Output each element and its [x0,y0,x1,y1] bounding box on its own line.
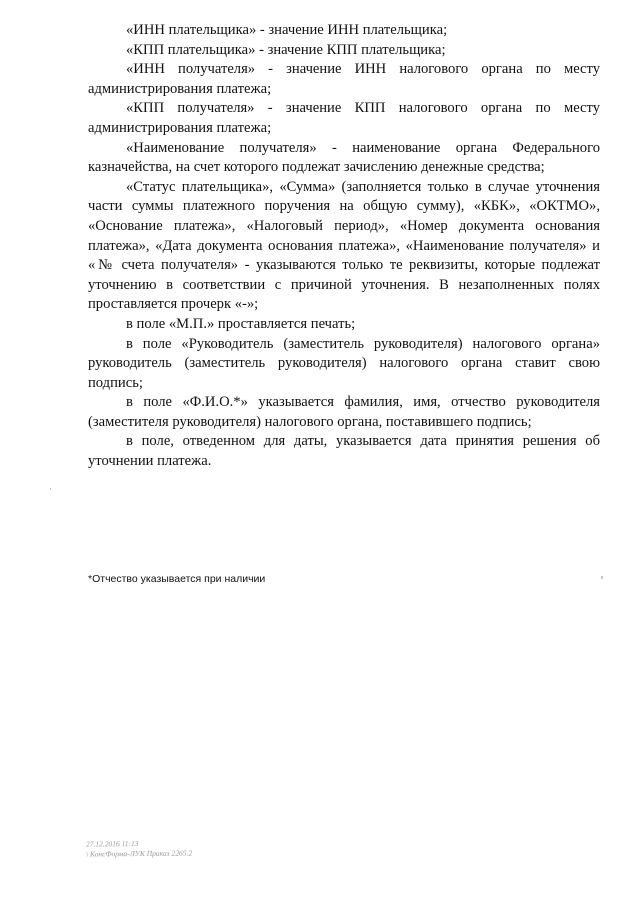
paragraph-mp-field: в поле «М.П.» проставляется печать; [126,315,356,332]
paragraph-kpp-recipient: «КПП получателя» - значение КПП налогового органа по месту администрирования платежа; [88,100,600,136]
stamp-line-datetime: 27.12.2016 11:13 [85,839,139,849]
scan-speck [601,576,603,579]
footnote: *Отчество указывается при наличии [88,573,266,585]
paragraph-recipient-name: «Наименование получателя» - наименование органа Федерального казначейства, на счет которого подлежат зачислению денежные средства; [88,139,600,176]
paragraph-payer-status: «Статус плательщика», «Сумма» (заполняется только в случае уточнения части суммы платежного поручения на общую сумму), «КБК», «ОКТМО», «Основание платежа», «Налоговый период», «Номер документа основания платежа», «Дата документа основания платежа», «Наименование получателя» и «№ счета получателя» - указываются только те реквизиты, которые подлежат уточнению в соответствии с причиной уточнения. В незаполненных полях проставляется прочерк «-»; [88,178,600,313]
document-body [88,21,600,472]
paragraph-head-field: в поле «Руководитель (заместитель руководителя) налогового органа» руководитель (заместитель руководителя) налогового органа ставит свою подпись; [88,335,600,391]
paragraph-date-field: в поле, отведенном для даты, указывается дата принятия решения об уточнении платежа. [88,433,600,470]
paragraph-inn-payer: «ИНН плательщика» - значение ИНН плательщика; [126,22,448,38]
paragraph-inn-recipient: «ИНН получателя» - значение ИНН налогового органа по месту администрирования платежа; [88,61,600,97]
stamp-line-source: \ КонсФорма-ЛУК Приказ 2265.2 [86,848,193,859]
paragraph-kpp-payer: «КПП плательщика» - значение КПП плательщика; [126,41,446,58]
paragraph-fio-field: в поле «Ф.И.О.*» указывается фамилия, имя, отчество руководителя (заместителя руководителя) налогового органа, поставившего подпись; [88,394,600,430]
scan-speck [50,488,51,490]
print-stamp [86,838,192,859]
